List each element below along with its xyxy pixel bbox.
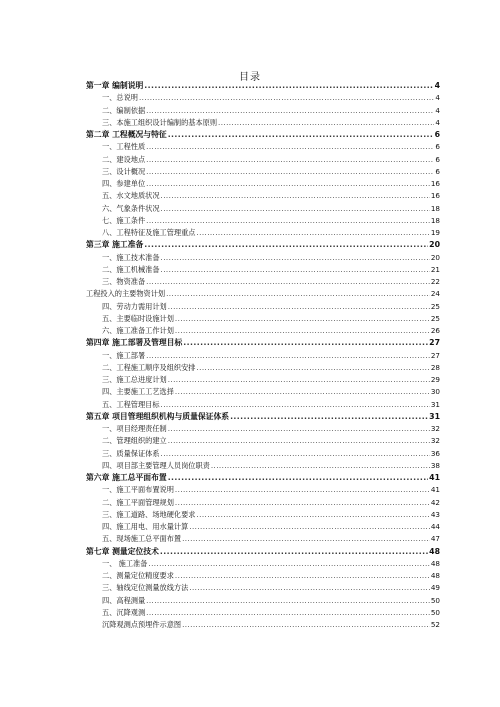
toc-page-number: 28 <box>430 362 440 372</box>
toc-section-row[interactable] <box>86 288 440 300</box>
toc-page-number: 4 <box>435 93 440 103</box>
dot-leader <box>161 399 430 411</box>
toc-section-row[interactable] <box>86 435 440 447</box>
dot-leader <box>161 264 430 276</box>
toc-section-row[interactable] <box>86 399 440 411</box>
toc-section-row[interactable] <box>86 264 440 276</box>
toc-entry-label: 一、工程性质 <box>102 142 146 152</box>
toc-page-number: 36 <box>430 448 440 458</box>
toc-entry-label: 第一章 编制说明 <box>86 81 144 90</box>
toc-section-row[interactable] <box>86 521 440 533</box>
toc-entry-label: 二、工程施工顺序及组织安排 <box>102 362 196 372</box>
toc-entry-label: 工程投入的主要物资计划 <box>86 289 166 299</box>
toc-page-number: 6 <box>434 130 440 139</box>
dot-leader <box>161 448 430 460</box>
toc-entry-label: 二、测量定位精度要求 <box>102 571 174 580</box>
dot-leader <box>146 154 434 166</box>
toc-page-number: 32 <box>430 424 440 433</box>
toc-page-number: 6 <box>435 154 440 164</box>
toc-entry-label: 第七章 测量定位技术 <box>86 546 159 556</box>
toc-entry-label: 五、沉降观测 <box>102 607 146 617</box>
toc-page-number: 41 <box>429 473 440 482</box>
dot-leader <box>182 533 430 545</box>
dot-leader <box>168 301 430 313</box>
toc-section-row[interactable] <box>86 558 440 570</box>
toc-entry-label: 二、编制依据 <box>102 105 146 115</box>
dot-leader <box>146 350 430 362</box>
dot-leader <box>146 178 430 190</box>
toc-section-row[interactable] <box>86 252 440 264</box>
toc-section-row[interactable] <box>86 484 440 496</box>
toc-page-number: 4 <box>434 81 440 90</box>
toc-entry-label: 六、施工准备工作计划 <box>102 326 174 335</box>
toc-page-number: 4 <box>435 117 440 127</box>
toc-entry-label: 三、物资准备 <box>102 277 146 286</box>
toc-page-number: 31 <box>430 399 440 409</box>
toc-page-number: 50 <box>430 595 440 605</box>
dot-leader <box>230 411 428 423</box>
dot-leader <box>146 166 434 178</box>
dot-leader <box>144 239 428 251</box>
toc-section-row[interactable] <box>86 460 440 472</box>
toc-page-number: 29 <box>430 375 440 384</box>
toc-section-row[interactable] <box>86 178 440 190</box>
toc-entry-label: 一、总说明 <box>102 93 138 103</box>
toc-page-number: 18 <box>430 215 440 225</box>
toc-chapter-row[interactable] <box>86 546 440 558</box>
toc-entry-label: 四、参建单位 <box>102 179 146 188</box>
toc-section-row[interactable] <box>86 117 440 129</box>
toc-page-number: 31 <box>429 411 440 421</box>
toc-entry-label: 三、设计概况 <box>102 166 146 176</box>
toc-section-row[interactable] <box>86 497 440 509</box>
dot-leader <box>146 276 430 288</box>
toc-page-number: 25 <box>430 313 440 323</box>
toc-page-number: 42 <box>430 497 440 507</box>
toc-entry-label: 三、轴线定位测量放线方法 <box>102 583 189 593</box>
dot-leader <box>161 252 430 264</box>
toc-section-row[interactable] <box>86 227 440 239</box>
toc-section-row[interactable] <box>86 92 440 104</box>
toc-section-row[interactable] <box>86 215 440 227</box>
dot-leader <box>175 313 430 325</box>
toc-section-row[interactable] <box>86 190 440 202</box>
toc-section-row[interactable] <box>86 607 440 619</box>
toc-page-number: 22 <box>430 277 440 286</box>
toc-section-row[interactable] <box>86 386 440 398</box>
toc-entry-label: 沉降观测点预埋件示意图 <box>102 620 182 629</box>
dot-leader <box>139 92 434 104</box>
toc-page-number: 6 <box>435 166 440 176</box>
dot-leader <box>160 546 428 558</box>
table-of-contents <box>86 80 440 631</box>
toc-entry-label: 二、施工机械准备 <box>102 264 160 274</box>
toc-entry-label: 四、项目部主要管理人员岗位职责 <box>102 460 210 470</box>
toc-entry-label: 一、 施工准备 <box>102 558 148 568</box>
dot-leader <box>161 203 430 215</box>
toc-entry-label: 五、水文地质状况 <box>102 191 160 201</box>
toc-page-number: 16 <box>430 179 440 188</box>
toc-chapter-row[interactable] <box>86 239 440 251</box>
dot-leader <box>189 582 430 594</box>
toc-section-row[interactable] <box>86 301 440 313</box>
toc-entry-label: 第四章 施工部署及管理目标 <box>86 338 183 348</box>
dot-leader <box>168 472 428 484</box>
toc-section-row[interactable] <box>86 595 440 607</box>
toc-page-number: 20 <box>430 252 440 262</box>
toc-chapter-row[interactable] <box>86 129 440 141</box>
toc-section-row[interactable] <box>86 619 440 631</box>
toc-entry-label: 二、建设地点 <box>102 154 146 164</box>
toc-section-row[interactable] <box>86 362 440 374</box>
dot-leader <box>144 80 433 92</box>
toc-page-number: 20 <box>429 240 440 250</box>
toc-entry-label: 三、本施工组织设计编制的基本原则 <box>102 117 218 127</box>
dot-leader <box>182 619 430 631</box>
toc-page-number: 48 <box>429 546 440 556</box>
dot-leader <box>211 460 430 472</box>
toc-page-number: 49 <box>430 583 440 593</box>
dot-leader <box>146 595 430 607</box>
dot-leader <box>146 141 434 153</box>
toc-entry-label: 第六章 施工总平面布置 <box>86 473 167 482</box>
toc-entry-label: 六、气象条件状况 <box>102 203 160 213</box>
toc-entry-label: 第五章 项目管理组织机构与质量保证体系 <box>86 411 230 421</box>
toc-title: 目录 <box>239 72 261 83</box>
toc-page-number: 43 <box>430 509 440 519</box>
dot-leader <box>196 362 429 374</box>
toc-section-row[interactable] <box>86 448 440 460</box>
toc-entry-label: 二、施工平面管理规划 <box>102 497 174 507</box>
toc-page-number: 19 <box>430 228 440 237</box>
toc-entry-label: 一、项目经理责任制 <box>102 424 167 433</box>
toc-page-number: 27 <box>430 350 440 360</box>
toc-section-row[interactable] <box>86 582 440 594</box>
toc-entry-label: 第二章 工程概况与特征 <box>86 130 167 139</box>
dot-leader <box>175 497 430 509</box>
dot-leader <box>196 227 429 239</box>
dot-leader <box>175 570 430 582</box>
toc-page-number: 38 <box>430 460 440 470</box>
dot-leader <box>168 129 434 141</box>
toc-page-number: 50 <box>430 607 440 617</box>
dot-leader <box>161 190 430 202</box>
toc-entry-label: 五、主要临时设施计划 <box>102 313 174 323</box>
toc-page-number: 48 <box>430 558 440 568</box>
toc-chapter-row[interactable] <box>86 411 440 423</box>
dot-leader <box>175 325 430 337</box>
dot-leader <box>189 521 430 533</box>
toc-entry-label: 四、高程测量 <box>102 595 146 605</box>
toc-entry-label: 三、质量保证体系 <box>102 448 160 458</box>
toc-section-row[interactable] <box>86 276 440 288</box>
toc-entry-label: 四、劳动力需用计划 <box>102 301 167 311</box>
toc-section-row[interactable] <box>86 325 440 337</box>
toc-page-number: 26 <box>430 326 440 335</box>
toc-page-number: 27 <box>429 338 440 348</box>
toc-page-number: 52 <box>430 620 440 629</box>
toc-page-number: 16 <box>430 191 440 201</box>
toc-entry-label: 三、施工总进度计划 <box>102 375 167 384</box>
toc-entry-label: 一、施工平面布置说明 <box>102 485 174 495</box>
dot-leader <box>175 386 430 398</box>
dot-leader <box>168 423 430 435</box>
dot-leader <box>218 117 434 129</box>
toc-page-number: 21 <box>430 264 440 274</box>
toc-page-number: 41 <box>430 485 440 495</box>
toc-page-number: 25 <box>430 301 440 311</box>
toc-page-number: 6 <box>435 142 440 152</box>
toc-entry-label: 五、现场施工总平面布置 <box>102 534 182 544</box>
toc-entry-label: 八、工程特征及施工管理重点 <box>102 228 196 237</box>
dot-leader <box>166 288 430 300</box>
toc-page-number: 47 <box>430 534 440 544</box>
toc-entry-label: 四、施工用电、用水量计算 <box>102 522 189 531</box>
toc-section-row[interactable] <box>86 105 440 117</box>
toc-entry-label: 五、工程管理目标 <box>102 399 160 409</box>
toc-chapter-row[interactable] <box>86 472 440 484</box>
toc-entry-label: 七、施工条件 <box>102 215 146 225</box>
toc-page-number: 48 <box>430 571 440 580</box>
toc-section-row[interactable] <box>86 423 440 435</box>
toc-entry-label: 一、施工技术准备 <box>102 252 160 262</box>
toc-chapter-row[interactable] <box>86 80 440 92</box>
dot-leader <box>168 435 430 447</box>
toc-entry-label: 三、施工道路、场地硬化要求 <box>102 509 196 519</box>
toc-section-row[interactable] <box>86 533 440 545</box>
toc-section-row[interactable] <box>86 350 440 362</box>
toc-page-number: 4 <box>435 105 440 115</box>
dot-leader <box>146 215 430 227</box>
toc-page-number: 32 <box>430 436 440 446</box>
toc-section-row[interactable] <box>86 154 440 166</box>
toc-section-row[interactable] <box>86 313 440 325</box>
toc-entry-label: 一、施工部署 <box>102 350 146 360</box>
toc-page-number: 44 <box>430 522 440 531</box>
toc-section-row[interactable] <box>86 203 440 215</box>
toc-chapter-row[interactable] <box>86 337 440 349</box>
toc-entry-label: 二、管理组织的建立 <box>102 436 167 446</box>
dot-leader <box>175 484 430 496</box>
toc-section-row[interactable] <box>86 166 440 178</box>
dot-leader <box>146 607 430 619</box>
toc-entry-label: 第三章 施工准备 <box>86 240 144 250</box>
toc-section-row[interactable] <box>86 374 440 386</box>
dot-leader <box>146 105 434 117</box>
toc-section-row[interactable] <box>86 141 440 153</box>
dot-leader <box>148 558 429 570</box>
toc-section-row[interactable] <box>86 570 440 582</box>
dot-leader <box>183 337 428 349</box>
toc-section-row[interactable] <box>86 509 440 521</box>
toc-entry-label: 四、主要施工工艺选择 <box>102 387 174 397</box>
dot-leader <box>168 374 430 386</box>
toc-page-number: 18 <box>430 203 440 213</box>
toc-page-number: 30 <box>430 387 440 397</box>
toc-page-number: 24 <box>430 289 440 299</box>
dot-leader <box>196 509 429 521</box>
